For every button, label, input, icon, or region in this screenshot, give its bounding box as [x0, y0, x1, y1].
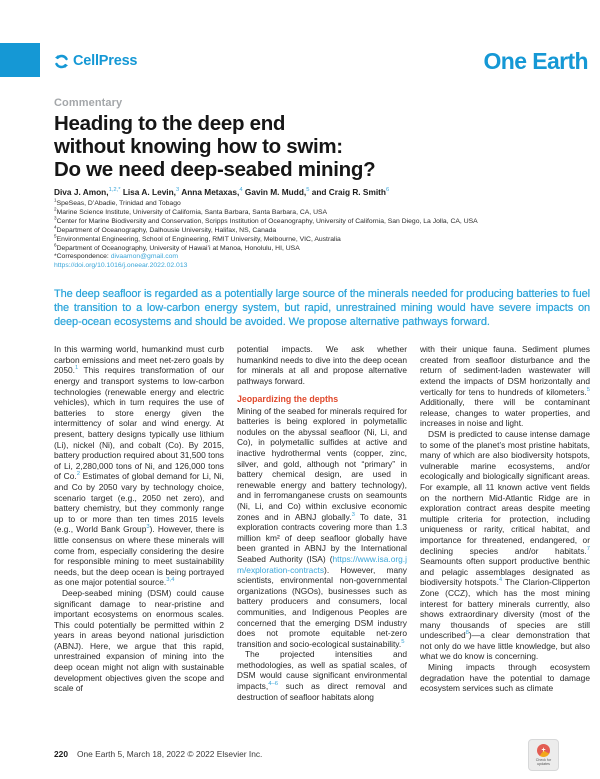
inline-link[interactable]: https://www.isa.org.jm/exploration-contracts: [237, 553, 407, 575]
body-paragraph: Mining of the seabed for minerals required for batteries is being explored in polymetallic nodules on the abyssal seafloor (Ni, Li, and Co), in polymetallic sulfides at active and inactive hydrothermal vents (copper, zinc, silver, and gold, although not “primary” in battery chemical design, are used in renewable energy and battery technology), and in ferromanganese crusts on seamounts (Ni, Li, and Co) within exclusive economic zones and in ABNJ globally.$^3$ To date, 31 exploration contracts covering more than 1.3 million km² of deep seafloor globally have been granted in ABNJ by the International Seabed Authority (ISA) (https://www.isa.org.jm/exploration-contracts). However, many scientists, environmental non-governmental organizations (NGOs), businesses such as battery producers and consumers, local communities, and Indigenous Peoples are concerned that the emerging DSM industry does not promote equitable net-zero transition and socio-ecological sustainability.$^5$: [237, 405, 407, 649]
page-header: [0, 0, 600, 76]
correspondence-label: *Correspondence:: [54, 253, 111, 261]
affiliation: $^1$SpeSeas, D’Abadie, Trinidad and Tobago: [54, 197, 181, 207]
article-content: [0, 97, 600, 702]
section-heading: Jeopardizing the depths: [237, 393, 339, 404]
correspondence-line: [54, 253, 590, 262]
affiliation-superscript: 2: [54, 206, 57, 212]
affiliation: $^6$Department of Oceanography, University of Hawai’i at Manoa, Honolulu, HI, USA: [54, 242, 300, 252]
affiliation: $^3$Center for Marine Biodiversity and Conservation, Scripps Institution of Oceanography, University of California, San Diego, La Jolla, CA, USA: [54, 215, 478, 225]
reference-superscript[interactable]: 4–6: [268, 681, 279, 688]
author: Gavin M. Mudd,$^5$: [244, 187, 310, 197]
page-footer: [54, 749, 262, 759]
page-corner-accent: [0, 43, 40, 77]
reference-superscript[interactable]: 5: [401, 638, 405, 645]
reference-superscript[interactable]: 3: [146, 524, 150, 531]
reference-superscript[interactable]: 8: [465, 630, 469, 637]
body-column-2: [237, 344, 407, 702]
affiliation-list: [54, 197, 590, 253]
body-paragraph: potential impacts. We ask whether humankind needs to dive into the deep ocean for minerals at all and propose alternative pathways forward.: [237, 344, 407, 387]
title-line-1: Heading to the deep end: [54, 112, 286, 135]
body-column-1: [54, 344, 224, 702]
correspondence-email-link[interactable]: divaamon@gmail.com: [110, 253, 179, 261]
body-columns: [54, 344, 590, 702]
body-paragraph: Mining impacts through ecosystem degradation have the potential to damage ecosystem services such as climate: [420, 662, 590, 694]
body-paragraph: Deep-seabed mining (DSM) could cause significant damage to near-pristine and important ecosystems on enormous scales. This could potentially be permitted within 2 years in areas beyond national jurisdiction (ABNJ). Here, we argue that this rapid, unrestrained expansion of mining into the deep ocean might not align with sustainable development objectives given the scope and scale of: [54, 587, 224, 694]
body-paragraph: The projected intensities and methodologies, as well as spatial scales, of DSM would cause significant environmental impacts,$^{4-6}$ such as direct removal and destruction of seafloor habitats along: [237, 649, 407, 702]
author: Anna Metaxas,$^4$: [181, 187, 243, 197]
author: and Craig R. Smith$^6$: [311, 187, 390, 197]
reference-superscript[interactable]: 4: [498, 577, 503, 584]
doi-line: [54, 262, 590, 271]
author: Diva J. Amon,$^{1,2,*}$: [54, 187, 121, 197]
author-superscript: 6: [385, 187, 390, 194]
affiliation: $^2$Marine Science Institute, University of California, Santa Barbara, Santa Barbara, CA, USA: [54, 206, 328, 216]
cellpress-logo: [54, 53, 137, 69]
author-superscript: 5: [306, 187, 310, 194]
reference-superscript[interactable]: 5: [586, 386, 590, 393]
body-paragraph: with their unique fauna. Sediment plumes created from seafloor disturbance and the return of sediment-laden wastewater will extend the impacts of DSM horizontally and vertically for tens to hundreds of kilometers.$^5$ Additionally, there will be contaminant release, changes to water properties, and increases in noise and light.: [420, 344, 590, 429]
article-kicker: Commentary: [54, 97, 123, 109]
cellpress-swirl-icon: [54, 54, 69, 69]
title-line-3: Do we need deep-seabed mining?: [54, 158, 376, 181]
affiliation: $^5$Environmental Engineering, School of Engineering, RMIT University, Melbourne, VIC, Australia: [54, 233, 341, 243]
affiliation-superscript: 6: [54, 242, 57, 248]
reference-superscript[interactable]: 3,4: [166, 577, 175, 584]
page-number: 220: [54, 749, 68, 759]
reference-superscript[interactable]: 2: [76, 471, 80, 478]
reference-superscript[interactable]: 3: [351, 511, 355, 518]
title-line-2: without knowing how to swim:: [54, 135, 343, 158]
abstract-standfirst: The deep seafloor is regarded as a potentially large source of the minerals needed for producing batteries to fuel the transition to a low-carbon energy system, but rapid, unrestrained mining would have severe impacts on deep-ocean ecosystems and should be avoided. We propose alternative pathways forward.: [54, 288, 590, 329]
affiliation-superscript: 4: [54, 224, 57, 230]
reference-superscript[interactable]: 1: [74, 365, 79, 372]
affiliation-superscript: 5: [54, 233, 57, 239]
article-title: [54, 112, 590, 181]
check-for-updates-badge[interactable]: [528, 739, 559, 771]
journal-title: One Earth: [483, 47, 588, 74]
footer-citation: One Earth 5, March 18, 2022 © 2022 Elsevier Inc.: [76, 749, 263, 759]
author-superscript: 1,2,*: [108, 187, 121, 194]
reference-superscript[interactable]: 7: [586, 545, 590, 552]
affiliation-superscript: 3: [54, 215, 57, 221]
affiliation: $^4$Department of Oceanography, Dalhousie University, Halifax, NS, Canada: [54, 224, 277, 234]
affiliation-superscript: 1: [54, 197, 57, 203]
crossmark-icon: +: [537, 744, 550, 757]
doi-link[interactable]: https://doi.org/10.1016/j.oneear.2022.02.013: [54, 262, 188, 270]
author-list: [54, 187, 590, 197]
body-paragraph: In this warming world, humankind must curb carbon emissions and meet net-zero goals by 2050.$^1$ This requires transformation of our energy and transport systems to low-carbon technologies (renewable energy and electric vehicles), which in turn requires the use of batteries to store energy given the intermittency of solar and wind energy. At present, battery designs typically use lithium (Li), nickel (Ni), and cobalt (Co). By 2015, battery production required about 31,500 tons of Li, 2,280,000 tons of Ni, and 126,000 tons of Co.$^2$ Estimates of global demand for Li, Ni, and Co by 2050 vary by technology choice, scenario target (e.g., 2050 net zero), and battery chemistry, but they commonly range up to or more than ten times 2015 levels (e.g., World Bank Group$^3$). However, there is little consensus on where these minerals will come from, especially considering the desire for responsible mining to meet sustainability needs, but the deep ocean is being portrayed as one major potential source.$^{3,4}$: [54, 344, 224, 588]
crossmark-label: Check for updates: [535, 758, 552, 766]
author: Lisa A. Levin,$^3$: [122, 187, 180, 197]
publisher-name: CellPress: [73, 53, 138, 69]
author-superscript: 4: [239, 187, 243, 194]
author-superscript: 3: [176, 187, 180, 194]
body-paragraph: DSM is predicted to cause intense damage to some of the planet’s most pristine habitats, many of which are also biodiversity hotspots, vulnerable marine ecosystems, and/or ecologically and biologically significant areas. For example, all 11 known active vent fields on the northern Mid-Atlantic Ridge are in exploration contract areas despite meeting multiple criteria for protection, including uniqueness or rarity, critical habitat, and importance for threatened, endangered, or declining species and/or habitats.$^7$ Seamounts often support productive benthic and pelagic assemblages designated as biodiversity hotspots.$^4$ The Clarion-Clipperton Zone (CCZ), which has the most mining interest for battery minerals currently, also shows extraordinary diversity (most of the many thousands of species are still undescribed$^8$)—a clear demonstration that not only do we have little knowledge, but also what we do know is concerning.: [420, 429, 590, 662]
body-column-3: [420, 344, 590, 702]
